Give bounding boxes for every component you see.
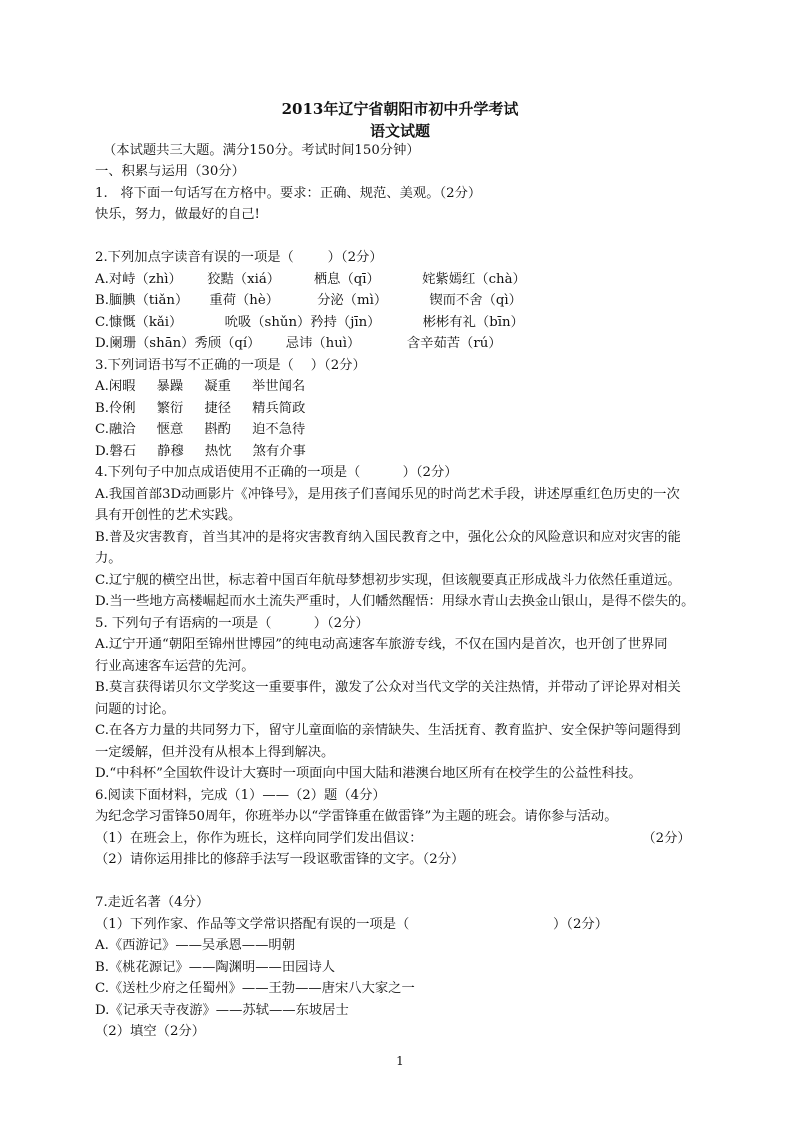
- text-line: 问题的讨论。: [95, 701, 175, 717]
- text-line: B.腼腆（tiǎn） 重荷（hè） 分泌（mì） 锲而不舍（qì）: [95, 293, 522, 308]
- exam-subtitle: 语文试题: [369, 122, 430, 140]
- text-line: D.当一些地方高楼崛起而水土流失严重时，人们幡然醒悟：用绿水青山去换金山银山，是得不偿失的。: [95, 594, 695, 609]
- text-line: 7.走近名著（4分）: [95, 895, 210, 910]
- text-line: C.在各方力量的共同努力下，留守儿童面临的亲情缺失、生活抚育、教育监护、安全保护等问题得到: [95, 723, 681, 738]
- text-line: B.《桃花源记》——陶渊明——田园诗人: [95, 959, 336, 975]
- text-line: B.莫言获得诺贝尔文学奖这一重要事件，激发了公众对当代文学的关注热情，并带动了评论界对相关: [95, 680, 681, 695]
- text-line: （2）请你运用排比的修辞手法写一段讴歌雷锋的文字。（2分）: [95, 852, 465, 867]
- text-line: 1. 将下面一句话写在方格中。要求：正确、规范、美观。（2分）: [95, 185, 482, 201]
- text-line: D.磐石 静穆 热忱 煞有介事: [95, 443, 306, 459]
- text-line: （2）填空（2分）: [95, 1024, 205, 1039]
- text-line: 6.阅读下面材料，完成（1）——（2）题（4分）: [95, 787, 386, 803]
- text-line: 2.下列加点字读音有误的一项是（ ）（2分）: [95, 250, 383, 265]
- text-line: 具有开创性的艺术实践。: [95, 508, 242, 523]
- text-line: 5. 下列句子有语病的一项是（ ）（2分）: [95, 615, 369, 631]
- text-line: 为纪念学习雷锋50周年，你班举办以“学雷锋重在做雷锋”为主题的班会。请你参与活动。: [95, 809, 618, 824]
- exam-info: （本试题共三大题。满分150分。考试时间150分钟）: [103, 143, 420, 158]
- text-line: A.我国首部3D动画影片《冲锋号》，是用孩子们喜闻乐见的时尚艺术手段，讲述厚重红色历史的一次: [95, 486, 680, 502]
- text-line: C.融洽 惬意 斟酌 迫不急待: [95, 422, 306, 437]
- text-line: 一、积累与运用（30分）: [95, 164, 245, 179]
- page-number: 1: [396, 1054, 404, 1068]
- text-line: D.“中科杯”全国软件设计大赛时一项面向中国大陆和港澳台地区所有在校学生的公益性科技。: [95, 766, 642, 781]
- text-line: D.《记承天寺夜游》——苏轼——东坡居士: [95, 1002, 349, 1018]
- text-line: 4.下列句子中加点成语使用不正确的一项是（ ）（2分）: [95, 465, 458, 480]
- text-line: A.《西游记》——吴承恩——明朝: [95, 938, 295, 953]
- text-line: D.阑珊（shān）秀颀（qí） 忌讳（huì） 含辛茹苦（rú）: [95, 336, 502, 351]
- text-line: B.伶俐 繁衍 捷径 精兵简政: [95, 400, 306, 416]
- text-line: 力。: [95, 551, 122, 566]
- text-line: 快乐，努力，做最好的自己!: [95, 207, 260, 222]
- text-line: C.慷慨（kǎi） 吮吸（shǔn）矜持（jīn） 彬彬有礼（bīn）: [95, 314, 524, 330]
- text-line: B.普及灾害教育，首当其冲的是将灾害教育纳入国民教育之中，强化公众的风险意识和应对灾害的能: [95, 529, 681, 545]
- text-line: A.闲暇 暴躁 凝重 举世闻名: [95, 379, 306, 394]
- text-line: C.辽宁舰的横空出世，标志着中国百年航母梦想初步实现，但该舰要真正形成战斗力依然任重道远。: [95, 572, 681, 588]
- text-line: （1）下列作家、作品等文学常识搭配有误的一项是（ ）（2分）: [95, 916, 608, 932]
- text-line: 行业高速客车运营的先河。: [95, 658, 255, 674]
- text-line: A.对峙（zhì） 狡黠（xiá） 栖息（qī） 姹紫嫣红（chà）: [95, 271, 526, 287]
- text-line: 一定缓解，但并没有从根本上得到解决。: [95, 744, 335, 760]
- text-line: （1）在班会上，你作为班长，这样向同学们发出倡议： （2分）: [95, 830, 691, 846]
- text-line: C.《送杜少府之任蜀州》——王勃——唐宋八大家之一: [95, 981, 415, 996]
- text-line: A.辽宁开通“朝阳至锦州世博园”的纯电动高速客车旅游专线，不仅在国内是首次，也开创了世界同: [95, 637, 668, 652]
- text-line: 3.下列词语书写不正确的一项是（ ）（2分）: [95, 357, 366, 373]
- exam-title: 2013年辽宁省朝阳市初中升学考试: [281, 100, 519, 118]
